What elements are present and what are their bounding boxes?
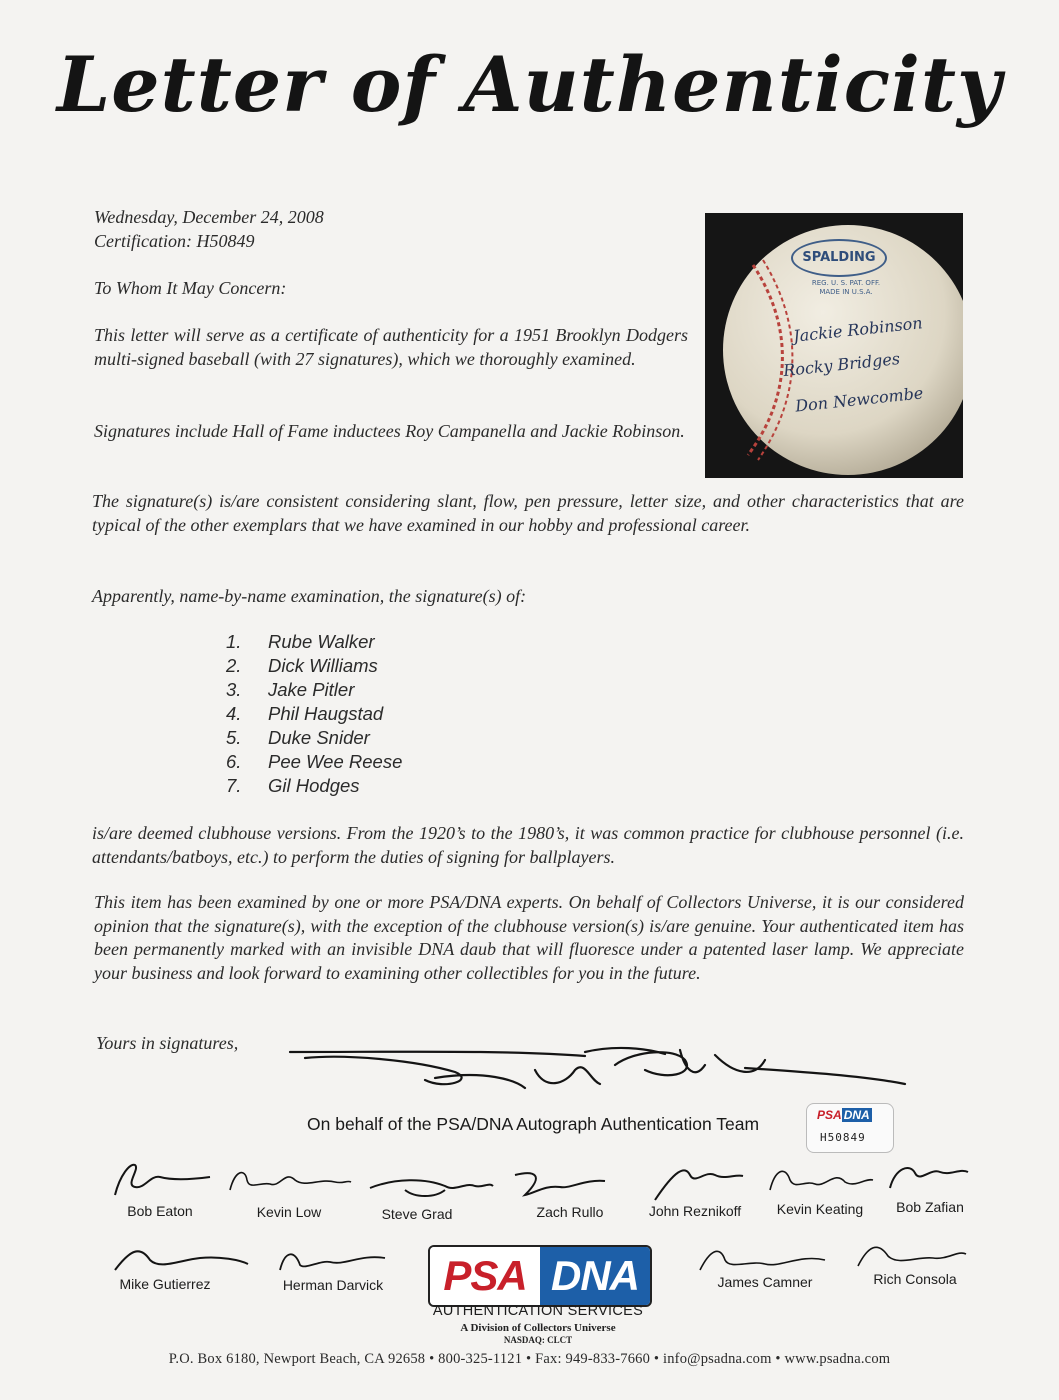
signature-bob-zafian xyxy=(880,1158,970,1198)
closing-salutation: Yours in signatures, xyxy=(96,1033,239,1053)
consistency-paragraph: The signature(s) is/are consistent considering slant, flow, pen pressure, letter size, and other characteristics that are typical of the other exemplars that we have examined in our hobby and professional career. xyxy=(92,491,964,535)
team-member-name: James Camner xyxy=(717,1274,813,1290)
reg-line-1: REG. U. S. PAT. OFF. xyxy=(811,279,881,287)
clubhouse-paragraph: is/are deemed clubhouse versions. From the 1920’s to the 1980’s, it was common practice for clubhouse personnel (i.e. attendants/batboys, etc.) to perform the duties of signing for ballplayers. xyxy=(92,823,964,867)
team-member-name: Kevin Low xyxy=(256,1204,322,1220)
team-member-name: Mike Gutierrez xyxy=(119,1276,211,1292)
list-number: 3. xyxy=(226,679,242,700)
list-number: 1. xyxy=(226,631,242,652)
list-number: 2. xyxy=(226,655,242,676)
reg-line-2: MADE IN U.S.A. xyxy=(819,288,873,296)
list-name: Duke Snider xyxy=(268,727,370,748)
list-name: Dick Williams xyxy=(268,655,378,676)
examined-paragraph: This item has been examined by one or more PSA/DNA experts. On behalf of Collectors Universe, it is our considered opinion that the signature(s), with the exception of the clubhouse version(s) is/are genuine. Your authenticated item has been permanently marked with an invisible DNA daub that will fluoresce under a patented laser lamp. We appreciate your business and look forward to examining other collectibles for you in the future. xyxy=(94,892,964,983)
spalding-logo: SPALDING xyxy=(791,239,887,277)
list-name: Rube Walker xyxy=(268,631,375,652)
clubhouse-signature-list xyxy=(226,630,402,798)
list-item xyxy=(226,726,402,750)
ball-registration-text xyxy=(801,279,891,297)
list-item xyxy=(226,678,402,702)
list-number: 4. xyxy=(226,703,242,724)
team-member-name: Steve Grad xyxy=(381,1206,453,1222)
authentication-sticker xyxy=(806,1103,894,1153)
logo-psa: PSA xyxy=(430,1247,540,1305)
sticker-logo xyxy=(817,1108,872,1122)
greeting: To Whom It May Concern: xyxy=(94,278,287,298)
footer-contact: P.O. Box 6180, Newport Beach, CA 92658 • 800-325-1121 • Fax: 949-833-7660 • info@psadna.com • www.psadna.com xyxy=(168,1351,891,1367)
certification-number: Certification: H50849 xyxy=(94,231,255,251)
team-member-name: Bob Zafian xyxy=(896,1199,964,1215)
list-item xyxy=(226,630,402,654)
nasdaq-label: NASDAQ: CLCT xyxy=(503,1335,573,1345)
signature-john-reznikoff xyxy=(645,1160,745,1204)
list-name: Jake Pitler xyxy=(268,679,355,700)
list-name: Phil Haugstad xyxy=(268,703,384,724)
list-number: 6. xyxy=(226,751,242,772)
team-member-name: John Reznikoff xyxy=(648,1203,742,1219)
list-name: Pee Wee Reese xyxy=(268,751,403,772)
letter-title: Letter of Authenticity xyxy=(56,40,1003,129)
team-member-name: Rich Consola xyxy=(873,1271,957,1287)
team-member-name: Kevin Keating xyxy=(776,1201,864,1217)
list-item xyxy=(226,774,402,798)
team-member-name: Herman Darvick xyxy=(282,1277,384,1293)
list-item xyxy=(226,702,402,726)
list-number: 7. xyxy=(226,775,242,796)
ball-signature: Jackie Robinson xyxy=(792,313,924,346)
signature-kevin-low xyxy=(225,1160,355,1200)
signature-rich-consola xyxy=(848,1236,968,1274)
logo-dna: DNA xyxy=(540,1247,650,1305)
intro-paragraph: This letter will serve as a certificate of authenticity for a 1951 Brooklyn Dodgers multi-signed baseball (with 27 signatures), which we thoroughly examined. xyxy=(94,325,688,369)
team-member-name: Bob Eaton xyxy=(127,1203,193,1219)
signature-zach-rullo xyxy=(505,1165,615,1205)
list-number: 5. xyxy=(226,727,242,748)
apparently-paragraph: Apparently, name-by-name examination, the signature(s) of: xyxy=(92,586,527,606)
sticker-dna: DNA xyxy=(843,1108,870,1122)
baseball-photo xyxy=(705,213,963,478)
signature-steve-grad xyxy=(365,1168,495,1204)
team-member-name: Zach Rullo xyxy=(536,1204,604,1220)
behalf-line: On behalf of the PSA/DNA Autograph Authentication Team xyxy=(307,1114,760,1134)
sticker-psa: PSA xyxy=(817,1108,842,1122)
signature-bob-eaton xyxy=(105,1155,215,1203)
hall-of-fame-paragraph: Signatures include Hall of Fame inductees Roy Campanella and Jackie Robinson. xyxy=(94,421,685,441)
signature-herman-darvick xyxy=(270,1240,390,1278)
baseball-image xyxy=(723,225,963,475)
signature-kevin-keating xyxy=(765,1160,875,1200)
list-name: Gil Hodges xyxy=(268,775,360,796)
authentication-services-label: AUTHENTICATION SERVICES xyxy=(432,1303,644,1319)
division-label: A Division of Collectors Universe xyxy=(460,1322,616,1334)
signature-mike-gutierrez xyxy=(110,1240,250,1278)
list-item xyxy=(226,750,402,774)
sticker-number: H50849 xyxy=(820,1131,866,1144)
signature-james-camner xyxy=(690,1240,830,1278)
ball-signature: Rocky Bridges xyxy=(782,348,901,381)
ball-signature: Don Newcombe xyxy=(794,383,925,416)
psa-dna-logo xyxy=(428,1245,652,1307)
list-item xyxy=(226,654,402,678)
letter-date: Wednesday, December 24, 2008 xyxy=(94,207,324,227)
